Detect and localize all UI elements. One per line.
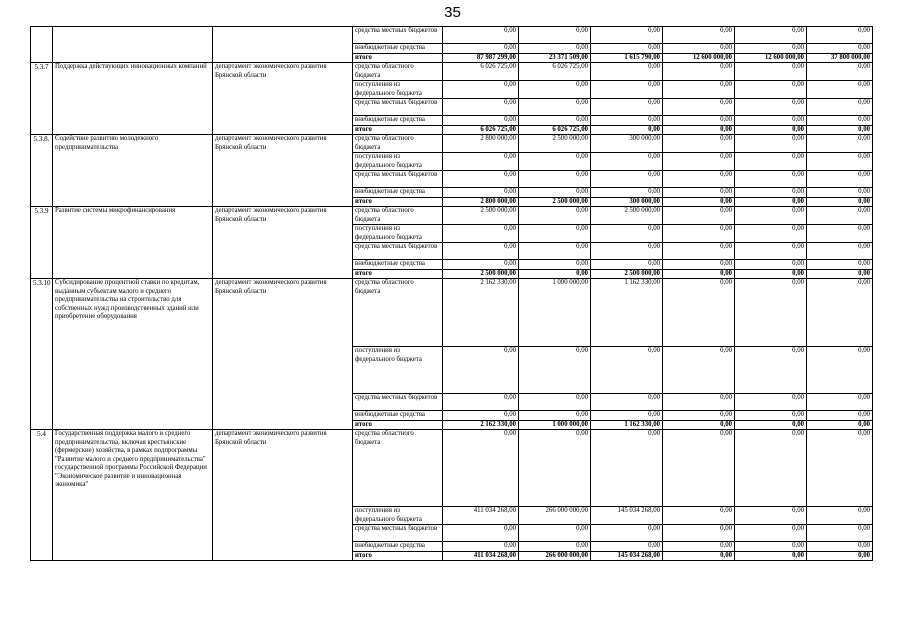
value-cell: 0,00 bbox=[807, 125, 873, 135]
value-cell: 0,00 bbox=[591, 125, 663, 135]
value-cell: 0,00 bbox=[591, 99, 663, 116]
value-cell: 0,00 bbox=[735, 430, 807, 507]
value-cell: 0,00 bbox=[663, 63, 735, 81]
value-cell: 0,00 bbox=[735, 99, 807, 116]
value-cell: 0,00 bbox=[519, 225, 591, 243]
value-cell: 0,00 bbox=[663, 188, 735, 198]
value-cell: 0,00 bbox=[735, 171, 807, 188]
value-cell: 2 500 000,00 bbox=[519, 135, 591, 153]
value-cell: 0,00 bbox=[735, 243, 807, 260]
value-cell: 1 162 330,00 bbox=[591, 279, 663, 347]
value-cell: 300 000,00 bbox=[591, 197, 663, 207]
source-label: средства местных бюджетов bbox=[353, 27, 443, 44]
source-label: средства местных бюджетов bbox=[353, 243, 443, 260]
value-cell: 0,00 bbox=[519, 81, 591, 99]
executor-cell bbox=[213, 27, 353, 63]
value-cell: 0,00 bbox=[519, 99, 591, 116]
value-cell: 2 500 000,00 bbox=[443, 269, 519, 279]
value-cell: 0,00 bbox=[519, 188, 591, 198]
source-label: внебюджетные средства bbox=[353, 542, 443, 552]
value-cell: 0,00 bbox=[663, 171, 735, 188]
value-cell: 0,00 bbox=[519, 153, 591, 171]
value-cell: 300 000,00 bbox=[591, 135, 663, 153]
source-label: внебюджетные средства bbox=[353, 116, 443, 126]
value-cell: 0,00 bbox=[735, 347, 807, 394]
value-cell: 0,00 bbox=[591, 171, 663, 188]
value-cell: 411 034 268,00 bbox=[443, 507, 519, 525]
value-cell: 0,00 bbox=[591, 394, 663, 411]
value-cell: 0,00 bbox=[807, 430, 873, 507]
value-cell: 0,00 bbox=[663, 125, 735, 135]
page-number: 35 bbox=[444, 4, 461, 21]
value-cell: 37 800 000,00 bbox=[807, 53, 873, 63]
value-cell: 0,00 bbox=[735, 135, 807, 153]
value-cell: 0,00 bbox=[663, 207, 735, 225]
value-cell: 0,00 bbox=[735, 420, 807, 430]
value-cell: 0,00 bbox=[663, 525, 735, 542]
value-cell: 6 026 725,00 bbox=[519, 125, 591, 135]
value-cell: 0,00 bbox=[663, 411, 735, 421]
value-cell: 0,00 bbox=[519, 347, 591, 394]
value-cell: 0,00 bbox=[443, 260, 519, 270]
value-cell: 0,00 bbox=[735, 542, 807, 552]
value-cell: 0,00 bbox=[519, 207, 591, 225]
table-row bbox=[31, 430, 873, 507]
section-code: 5.3.8. bbox=[31, 135, 53, 207]
source-label: поступления из федерального бюджета bbox=[353, 507, 443, 525]
value-cell: 1 000 000,00 bbox=[519, 420, 591, 430]
source-label: поступления из федерального бюджета bbox=[353, 81, 443, 99]
value-cell: 0,00 bbox=[519, 44, 591, 54]
section-name: Развитие системы микрофинансирования bbox=[53, 207, 213, 279]
value-cell: 0,00 bbox=[807, 81, 873, 99]
value-cell: 0,00 bbox=[735, 125, 807, 135]
value-cell: 0,00 bbox=[735, 279, 807, 347]
code-cell bbox=[31, 27, 53, 63]
section-name: Субсидирование процентной ставки по кредитам, выданным субъектам малого и среднего предпринимательства на строительство для собственных нужд производственных зданий или приобретение оборудования bbox=[53, 279, 213, 430]
value-cell: 0,00 bbox=[663, 116, 735, 126]
value-cell: 0,00 bbox=[663, 542, 735, 552]
value-cell: 0,00 bbox=[663, 279, 735, 347]
value-cell: 0,00 bbox=[735, 525, 807, 542]
value-cell: 0,00 bbox=[807, 269, 873, 279]
source-label: итого bbox=[353, 197, 443, 207]
value-cell: 0,00 bbox=[807, 551, 873, 561]
value-cell: 0,00 bbox=[807, 188, 873, 198]
value-cell: 0,00 bbox=[519, 260, 591, 270]
value-cell: 0,00 bbox=[443, 81, 519, 99]
value-cell: 0,00 bbox=[735, 260, 807, 270]
value-cell: 0,00 bbox=[443, 153, 519, 171]
value-cell: 0,00 bbox=[519, 411, 591, 421]
value-cell: 0,00 bbox=[443, 525, 519, 542]
value-cell: 0,00 bbox=[591, 347, 663, 394]
value-cell: 0,00 bbox=[663, 99, 735, 116]
value-cell: 0,00 bbox=[591, 542, 663, 552]
source-label: средства областного бюджета bbox=[353, 430, 443, 507]
value-cell: 145 034 268,00 bbox=[591, 551, 663, 561]
value-cell: 0,00 bbox=[807, 27, 873, 44]
section-name: Государственная поддержка малого и среднего предпринимательства, включая крестьянские (фермерские) хозяйства, в рамках подпрограммы "Развитие малого и среднего предпринимательства" государственной программы Российской Федерации "Экономическое развитие и инновационная экономика" bbox=[53, 430, 213, 561]
value-cell: 0,00 bbox=[663, 420, 735, 430]
value-cell: 12 600 000,00 bbox=[663, 53, 735, 63]
value-cell: 0,00 bbox=[735, 81, 807, 99]
value-cell: 0,00 bbox=[807, 225, 873, 243]
value-cell: 0,00 bbox=[807, 153, 873, 171]
section-executor: департамент экономического развития Брянской области bbox=[213, 207, 353, 279]
value-cell: 0,00 bbox=[807, 171, 873, 188]
value-cell: 0,00 bbox=[519, 269, 591, 279]
value-cell: 0,00 bbox=[735, 27, 807, 44]
value-cell: 0,00 bbox=[735, 269, 807, 279]
value-cell: 0,00 bbox=[735, 153, 807, 171]
source-label: средства областного бюджета bbox=[353, 135, 443, 153]
table-row bbox=[31, 63, 873, 81]
value-cell: 2 500 000,00 bbox=[443, 207, 519, 225]
section-name: Содействие развитию молодежного предпринимательства bbox=[53, 135, 213, 207]
section-name: Поддержка действующих инновационных компаний bbox=[53, 63, 213, 135]
value-cell: 2 500 000,00 bbox=[591, 207, 663, 225]
source-label: итого bbox=[353, 53, 443, 63]
source-label: итого bbox=[353, 125, 443, 135]
source-label: поступления из федерального бюджета bbox=[353, 347, 443, 394]
source-label: средства местных бюджетов bbox=[353, 99, 443, 116]
table-row bbox=[31, 207, 873, 225]
value-cell: 0,00 bbox=[735, 197, 807, 207]
source-label: итого bbox=[353, 269, 443, 279]
value-cell: 266 000 000,00 bbox=[519, 507, 591, 525]
section-executor: департамент экономического развития Брянской области bbox=[213, 63, 353, 135]
value-cell: 0,00 bbox=[519, 243, 591, 260]
value-cell: 0,00 bbox=[663, 394, 735, 411]
source-label: поступления из федерального бюджета bbox=[353, 153, 443, 171]
table-row bbox=[31, 279, 873, 347]
value-cell: 0,00 bbox=[807, 63, 873, 81]
value-cell: 0,00 bbox=[443, 44, 519, 54]
value-cell: 2 500 000,00 bbox=[519, 197, 591, 207]
value-cell: 0,00 bbox=[443, 116, 519, 126]
source-label: поступления из федерального бюджета bbox=[353, 225, 443, 243]
value-cell: 0,00 bbox=[591, 27, 663, 44]
source-label: внебюджетные средства bbox=[353, 260, 443, 270]
value-cell: 0,00 bbox=[807, 116, 873, 126]
value-cell: 0,00 bbox=[807, 243, 873, 260]
value-cell: 0,00 bbox=[591, 116, 663, 126]
value-cell: 2 162 330,00 bbox=[443, 420, 519, 430]
value-cell: 0,00 bbox=[443, 243, 519, 260]
value-cell: 0,00 bbox=[591, 81, 663, 99]
value-cell: 0,00 bbox=[807, 525, 873, 542]
value-cell: 6 026 725,00 bbox=[443, 125, 519, 135]
value-cell: 0,00 bbox=[807, 279, 873, 347]
value-cell: 0,00 bbox=[443, 411, 519, 421]
value-cell: 0,00 bbox=[443, 394, 519, 411]
value-cell: 2 500 000,00 bbox=[591, 269, 663, 279]
value-cell: 0,00 bbox=[735, 411, 807, 421]
value-cell: 0,00 bbox=[591, 225, 663, 243]
value-cell: 0,00 bbox=[663, 197, 735, 207]
value-cell: 0,00 bbox=[735, 116, 807, 126]
value-cell: 0,00 bbox=[807, 394, 873, 411]
source-label: итого bbox=[353, 551, 443, 561]
value-cell: 0,00 bbox=[443, 27, 519, 44]
value-cell: 0,00 bbox=[443, 430, 519, 507]
value-cell: 0,00 bbox=[663, 551, 735, 561]
value-cell: 0,00 bbox=[663, 81, 735, 99]
value-cell: 0,00 bbox=[807, 420, 873, 430]
value-cell: 0,00 bbox=[443, 542, 519, 552]
table-row bbox=[31, 27, 873, 44]
value-cell: 0,00 bbox=[663, 225, 735, 243]
value-cell: 0,00 bbox=[807, 135, 873, 153]
value-cell: 0,00 bbox=[519, 27, 591, 44]
section-code: 5.3.7 bbox=[31, 63, 53, 135]
value-cell: 0,00 bbox=[663, 507, 735, 525]
value-cell: 0,00 bbox=[663, 135, 735, 153]
section-code: 5.4 bbox=[31, 430, 53, 561]
value-cell: 0,00 bbox=[735, 551, 807, 561]
value-cell: 0,00 bbox=[591, 63, 663, 81]
value-cell: 0,00 bbox=[663, 260, 735, 270]
value-cell: 0,00 bbox=[519, 116, 591, 126]
value-cell: 0,00 bbox=[591, 430, 663, 507]
value-cell: 0,00 bbox=[735, 63, 807, 81]
value-cell: 0,00 bbox=[519, 430, 591, 507]
value-cell: 6 026 725,00 bbox=[443, 63, 519, 81]
value-cell: 0,00 bbox=[591, 411, 663, 421]
section-code: 5.3.10 bbox=[31, 279, 53, 430]
value-cell: 2 162 330,00 bbox=[443, 279, 519, 347]
name-cell bbox=[53, 27, 213, 63]
value-cell: 0,00 bbox=[443, 188, 519, 198]
value-cell: 0,00 bbox=[735, 207, 807, 225]
source-label: внебюджетные средства bbox=[353, 44, 443, 54]
section-executor: департамент экономического развития Брянской области bbox=[213, 135, 353, 207]
value-cell: 0,00 bbox=[443, 171, 519, 188]
source-label: средства областного бюджета bbox=[353, 279, 443, 347]
value-cell: 0,00 bbox=[807, 411, 873, 421]
value-cell: 0,00 bbox=[519, 171, 591, 188]
value-cell: 2 800 000,00 bbox=[443, 197, 519, 207]
section-code: 5.3.9 bbox=[31, 207, 53, 279]
value-cell: 0,00 bbox=[663, 243, 735, 260]
source-label: средства местных бюджетов bbox=[353, 394, 443, 411]
value-cell: 12 600 000,00 bbox=[735, 53, 807, 63]
value-cell: 0,00 bbox=[807, 260, 873, 270]
value-cell: 0,00 bbox=[663, 269, 735, 279]
section-executor: департамент экономического развития Брянской области bbox=[213, 279, 353, 430]
value-cell: 0,00 bbox=[807, 197, 873, 207]
value-cell: 0,00 bbox=[807, 207, 873, 225]
value-cell: 0,00 bbox=[519, 542, 591, 552]
value-cell: 0,00 bbox=[663, 44, 735, 54]
value-cell: 0,00 bbox=[591, 525, 663, 542]
source-label: средства местных бюджетов bbox=[353, 525, 443, 542]
value-cell: 0,00 bbox=[591, 44, 663, 54]
section-executor: департамент экономического развития Брянской области bbox=[213, 430, 353, 561]
value-cell: 0,00 bbox=[591, 188, 663, 198]
value-cell: 0,00 bbox=[519, 394, 591, 411]
value-cell: 0,00 bbox=[443, 225, 519, 243]
value-cell: 6 026 725,00 bbox=[519, 63, 591, 81]
value-cell: 0,00 bbox=[591, 243, 663, 260]
value-cell: 0,00 bbox=[807, 347, 873, 394]
value-cell: 0,00 bbox=[663, 430, 735, 507]
value-cell: 411 034 268,00 bbox=[443, 551, 519, 561]
value-cell: 0,00 bbox=[807, 99, 873, 116]
value-cell: 0,00 bbox=[663, 27, 735, 44]
value-cell: 0,00 bbox=[807, 542, 873, 552]
value-cell: 0,00 bbox=[443, 99, 519, 116]
value-cell: 1 000 000,00 bbox=[519, 279, 591, 347]
value-cell: 0,00 bbox=[591, 260, 663, 270]
budget-table-body bbox=[31, 27, 873, 561]
source-label: внебюджетные средства bbox=[353, 411, 443, 421]
value-cell: 2 800 000,00 bbox=[443, 135, 519, 153]
value-cell: 0,00 bbox=[663, 347, 735, 394]
value-cell: 0,00 bbox=[735, 188, 807, 198]
value-cell: 0,00 bbox=[735, 507, 807, 525]
table-row bbox=[31, 135, 873, 153]
value-cell: 0,00 bbox=[807, 507, 873, 525]
value-cell: 1 615 790,00 bbox=[591, 53, 663, 63]
source-label: средства областного бюджета bbox=[353, 207, 443, 225]
value-cell: 87 987 299,00 bbox=[443, 53, 519, 63]
source-label: итого bbox=[353, 420, 443, 430]
value-cell: 1 162 330,00 bbox=[591, 420, 663, 430]
budget-table bbox=[30, 26, 873, 561]
value-cell: 145 034 268,00 bbox=[591, 507, 663, 525]
value-cell: 23 371 509,00 bbox=[519, 53, 591, 63]
value-cell: 0,00 bbox=[443, 347, 519, 394]
value-cell: 0,00 bbox=[807, 44, 873, 54]
value-cell: 0,00 bbox=[663, 153, 735, 171]
value-cell: 0,00 bbox=[735, 394, 807, 411]
value-cell: 0,00 bbox=[591, 153, 663, 171]
source-label: внебюджетные средства bbox=[353, 188, 443, 198]
value-cell: 0,00 bbox=[519, 525, 591, 542]
value-cell: 0,00 bbox=[735, 44, 807, 54]
source-label: средства местных бюджетов bbox=[353, 171, 443, 188]
value-cell: 266 000 000,00 bbox=[519, 551, 591, 561]
source-label: средства областного бюджета bbox=[353, 63, 443, 81]
value-cell: 0,00 bbox=[735, 225, 807, 243]
